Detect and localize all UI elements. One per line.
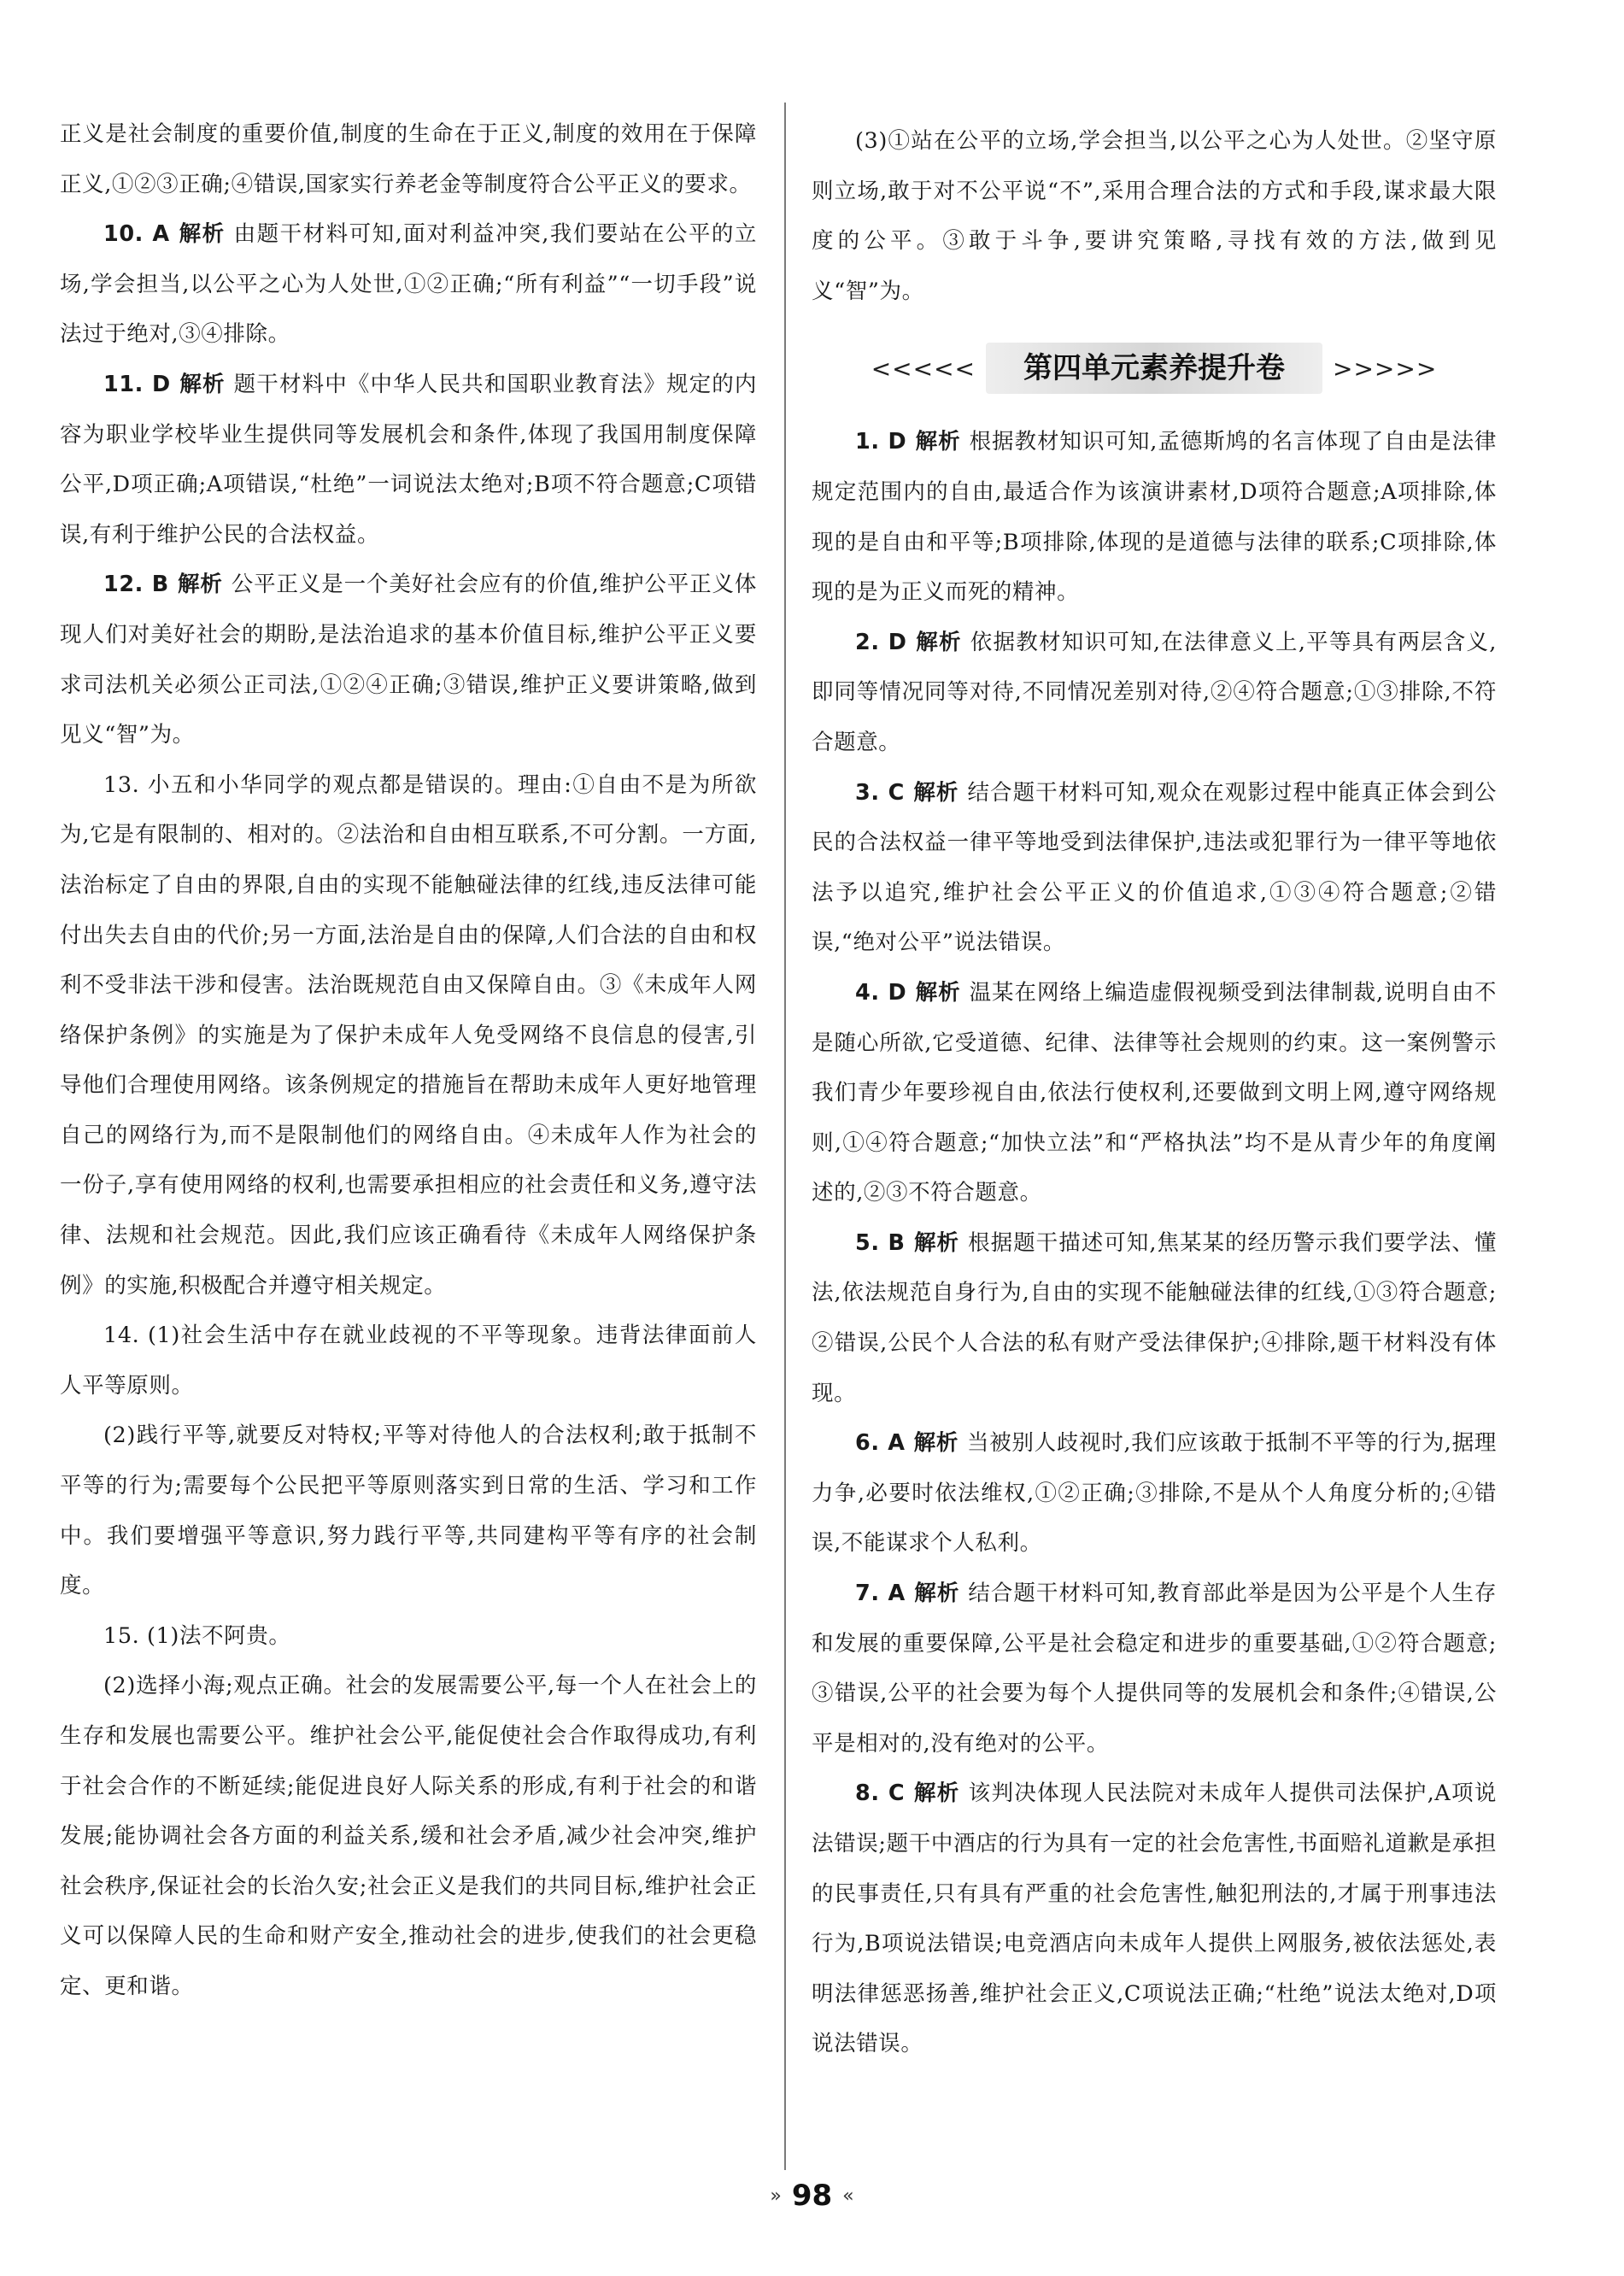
- right-column-top: [812, 116, 1497, 316]
- paragraph-text: (2)践行平等,就要反对特权;平等对待他人的合法权利;敢于抵制不平等的行为;需要每个公民把平等原则落实到日常的生活、学习和工作中。我们要增强平等意识,努力践行平等,共同建构平等有序的社会制度。: [60, 1422, 757, 1599]
- paragraph-text: 根据题干描述可知,焦某某的经历警示我们要学法、懂法,依法规范自身行为,自由的实现不能触碰法律的红线,①③符合题意;②错误,公民个人合法的私有财产受法律保护;④排除,题干材料没有体现。: [812, 1229, 1497, 1406]
- paragraph-text: 根据教材知识可知,孟德斯鸠的名言体现了自由是法律规定范围内的自由,最适合作为该演讲素材,D项符合题意;A项排除,体现的是自由和平等;B项排除,体现的是道德与法律的联系;C项排除,体现的是为正义而死的精神。: [812, 429, 1498, 606]
- answer-paragraph: [812, 1218, 1497, 1418]
- footer-left-marker: »: [770, 2185, 782, 2207]
- answer-paragraph: [60, 560, 757, 760]
- paragraph-text: 结合题干材料可知,教育部此举是因为公平是个人生存和发展的重要保障,公平是社会稳定和进步的重要基础,①②符合题意;③错误,公平的社会要为每个人提供同等的发展机会和条件;④错误,公平是相对的,没有绝对的公平。: [812, 1581, 1498, 1757]
- answer-paragraph: [60, 760, 757, 1311]
- answer-paragraph: [60, 1411, 757, 1610]
- paragraph-text: (3)①站在公平的立场,学会担当,以公平之心为人处世。②坚守原则立场,敢于对不公平说“不”,采用合理合法的方式和手段,谋求最大限度的公平。③敢于斗争,要讲究策略,寻找有效的方法,做到见义“智”为。: [812, 128, 1497, 304]
- paragraph-text: 题干材料中《中华人民共和国职业教育法》规定的内容为职业学校毕业生提供同等发展机会和条件,体现了我国用制度保障公平,D项正确;A项错误,“杜绝”一词说法太绝对;B项不符合题意;C项错误,有利于维护公民的合法权益。: [60, 371, 758, 548]
- answer-paragraph: [60, 1611, 757, 1662]
- paragraph-text: 该判决体现人民法院对未成年人提供司法保护,A项说法错误;题干中酒店的行为具有一定的社会危害性,书面赔礼道歉是承担的民事责任,只有具有严重的社会危害性,触犯刑法的,才属于刑事违法行为,B项说法错误;电竞酒店向未成年人提供上网服务,被依法惩处,表明法律惩恶扬善,维护社会正义,C项说法正确;“杜绝”说法太绝对,D项说法错误。: [812, 1780, 1497, 2057]
- banner-left-arrows: <<<<<: [871, 354, 976, 383]
- page-number: 98: [791, 2179, 833, 2213]
- right-column: [812, 116, 1497, 2069]
- answer-paragraph: [60, 360, 757, 560]
- analysis-label: 解析: [912, 779, 959, 806]
- analysis-label: 解析: [913, 1780, 960, 1807]
- section-banner: [812, 335, 1497, 402]
- right-column-bottom: [812, 417, 1497, 2069]
- paragraph-text: 13. 小五和小华同学的观点都是错误的。理由:①自由不是为所欲为,它是有限制的、相对的。②法治和自由相互联系,不可分割。一方面,法治标定了自由的界限,自由的实现不能触碰法律的红线,违反法律可能付出失去自由的代价;另一方面,法治是自由的保障,人们合法的自由和权利不受非法干涉和侵害。法治既规范自由又保障自由。③《未成年人网络保护条例》的实施是为了保护未成年人免受网络不良信息的侵害,引导他们合理使用网络。该条例规定的措施旨在帮助未成年人更好地管理自己的网络行为,而不是限制他们的网络自由。④未成年人作为社会的一份子,享有使用网络的权利,也需要承担相应的社会责任和义务,遵守法律、法规和社会规范。因此,我们应该正确看待《未成年人网络保护条例》的实施,积极配合并遵守相关规定。: [60, 771, 757, 1299]
- paragraph-text: 14. (1)社会生活中存在就业歧视的不平等现象。违背法律面前人人平等原则。: [60, 1323, 757, 1399]
- analysis-label: 解析: [913, 1229, 960, 1256]
- analysis-label: 解析: [178, 221, 226, 248]
- left-column: [60, 109, 757, 2012]
- answer-key: 5. B: [855, 1229, 906, 1256]
- answer-key: 4. D: [855, 979, 907, 1006]
- answer-paragraph: [60, 1661, 757, 2011]
- paragraph-text: 温某在网络上编造虚假视频受到法律制裁,说明自由不是随心所欲,它受道德、纪律、法律等社会规则的约束。这一案例警示我们青少年要珍视自由,依法行使权利,还要做到文明上网,遵守网络规则,①④符合题意;“加快立法”和“严格执法”均不是从青少年的角度阐述的,②③不符合题意。: [812, 979, 1498, 1206]
- column-divider: [784, 103, 786, 2170]
- footer-right-marker: «: [842, 2185, 854, 2207]
- paragraph-text: (2)选择小海;观点正确。社会的发展需要公平,每一个人在社会上的生存和发展也需要公平。维护社会公平,能促使社会合作取得成功,有利于社会合作的不断延续;能促进良好人际关系的形成,有利于社会的和谐发展;能协调社会各方面的利益关系,缓和社会矛盾,减少社会冲突,维护社会秩序,保证社会的长治久安;社会正义是我们的共同目标,维护社会正义可以保障人民的生命和财产安全,推动社会的进步,使我们的社会更稳定、更和谐。: [60, 1673, 757, 1999]
- answer-key: 10. A: [103, 221, 170, 248]
- answer-key: 12. B: [103, 572, 169, 598]
- answer-key: 1. D: [855, 429, 907, 455]
- answer-paragraph: [60, 109, 757, 209]
- answer-key: 7. A: [855, 1581, 906, 1607]
- analysis-label: 解析: [913, 1430, 959, 1457]
- answer-paragraph: [812, 417, 1497, 617]
- paragraph-text: 公平正义是一个美好社会应有的价值,维护公平正义体现人们对美好社会的期盼,是法治追求的基本价值目标,维护公平正义要求司法机关必须公正司法,①②④正确;③错误,维护正义要讲策略,做到见义“智”为。: [60, 572, 757, 748]
- analysis-label: 解析: [179, 371, 226, 397]
- answer-paragraph: [812, 968, 1497, 1218]
- analysis-label: 解析: [915, 429, 961, 455]
- answer-paragraph: [812, 768, 1497, 968]
- analysis-label: 解析: [915, 979, 961, 1006]
- analysis-label: 解析: [177, 572, 223, 598]
- analysis-label: 解析: [913, 1581, 960, 1607]
- answer-key: 6. A: [855, 1430, 906, 1457]
- answer-paragraph: [60, 209, 757, 360]
- answer-paragraph: [812, 1569, 1497, 1769]
- page-footer: [0, 2170, 1624, 2221]
- paragraph-text: 15. (1)法不阿贵。: [103, 1622, 291, 1649]
- paragraph-text: 依据教材知识可知,在法律意义上,平等具有两层含义,即同等情况同等对待,不同情况差别对待,②④符合题意;①③排除,不符合题意。: [812, 629, 1498, 755]
- answer-paragraph: [812, 116, 1497, 316]
- answer-paragraph: [812, 1769, 1497, 2069]
- answer-paragraph: [812, 618, 1497, 768]
- section-title: 第四单元素养提升卷: [986, 343, 1322, 394]
- paragraph-text: 结合题干材料可知,观众在观影过程中能真正体会到公民的合法权益一律平等地受到法律保护,违法或犯罪行为一律平等地依法予以追究,维护社会公平正义的价值追求,①③④符合题意;②错误,“绝对公平”说法错误。: [812, 779, 1498, 956]
- analysis-label: 解析: [915, 629, 962, 655]
- answer-paragraph: [60, 1311, 757, 1411]
- paragraph-text: 当被别人歧视时,我们应该敢于抵制不平等的行为,据理力争,必要时依法维权,①②正确;③排除,不是从个人角度分析的;④错误,不能谋求个人私利。: [812, 1430, 1497, 1557]
- paragraph-text: 正义是社会制度的重要价值,制度的生命在于正义,制度的效用在于保障正义,①②③正确;④错误,国家实行养老金等制度符合公平正义的要求。: [60, 121, 757, 197]
- answer-paragraph: [812, 1418, 1497, 1569]
- answer-key: 8. C: [855, 1780, 906, 1807]
- paragraph-text: 由题干材料可知,面对利益冲突,我们要站在公平的立场,学会担当,以公平之心为人处世,①②正确;“所有利益”“一切手段”说法过于绝对,③④排除。: [60, 221, 758, 348]
- banner-right-arrows: >>>>>: [1333, 354, 1438, 383]
- answer-key: 3. C: [855, 779, 905, 806]
- answer-key: 2. D: [855, 629, 907, 655]
- answer-key: 11. D: [103, 371, 171, 397]
